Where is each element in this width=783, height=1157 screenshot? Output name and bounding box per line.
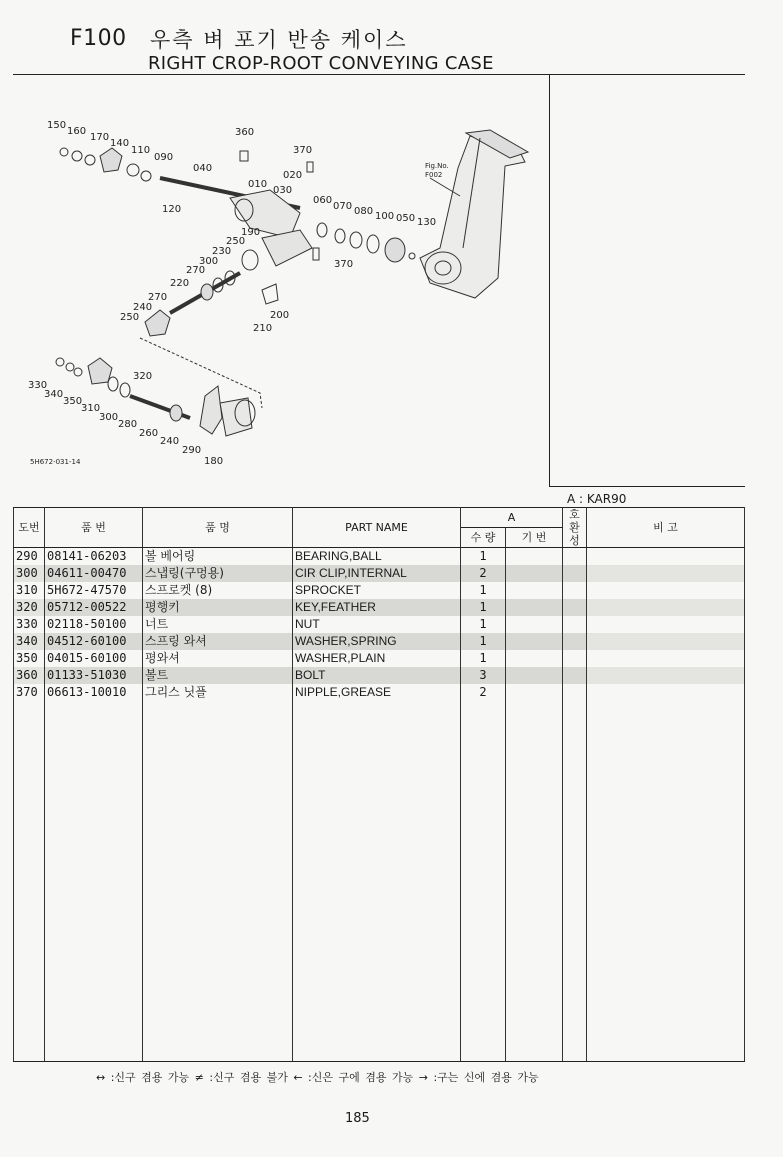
- callout-label: 330: [28, 380, 48, 391]
- cell-spec: [506, 650, 563, 667]
- table-row: [14, 565, 745, 582]
- header-spec: 기 번: [506, 528, 563, 548]
- callout-label: 120: [162, 204, 182, 215]
- cell-compat: [563, 599, 587, 616]
- cell-remarks: [587, 565, 745, 582]
- cell-remarks: [587, 684, 745, 701]
- table-row: [14, 667, 745, 684]
- cell-remarks: [587, 616, 745, 633]
- cell-qty: 1: [461, 616, 506, 633]
- page-title-english: RIGHT CROP-ROOT CONVEYING CASE: [148, 53, 494, 74]
- cell-spec: [506, 548, 563, 566]
- cell-compat: [563, 633, 587, 650]
- section-code: F100: [70, 26, 127, 51]
- cell-ref: 370: [14, 684, 45, 701]
- cell-remarks: [587, 599, 745, 616]
- cell-qty: 1: [461, 548, 506, 566]
- cell-compat: [563, 582, 587, 599]
- cell-compat: [563, 565, 587, 582]
- callout-label: 170: [90, 132, 110, 143]
- callout-label: 260: [139, 428, 159, 439]
- callout-label: 040: [193, 163, 213, 174]
- cell-part-no: 5H672-47570: [45, 582, 143, 599]
- cell-ref: 310: [14, 582, 45, 599]
- cell-compat: [563, 684, 587, 701]
- cell-spec: [506, 616, 563, 633]
- callout-label: 300: [99, 412, 119, 423]
- cell-qty: 3: [461, 667, 506, 684]
- table-row: [14, 582, 745, 599]
- cell-name-ko: 평와셔: [143, 650, 293, 667]
- cell-name-en: NIPPLE,GREASE: [293, 684, 461, 701]
- cell-name-ko: 볼 베어링: [143, 548, 293, 566]
- callout-label: 320: [133, 371, 153, 382]
- callout-label: 250: [120, 312, 140, 323]
- callout-label: 090: [154, 152, 174, 163]
- cell-spec: [506, 599, 563, 616]
- compatibility-legend: ↔ :신구 겸용 가능 ≠ :신구 겸용 불가 ← :신은 구에 겸용 가능 → :구는 신에 겸용 가능: [96, 1071, 539, 1084]
- cell-ref: 360: [14, 667, 45, 684]
- callout-label: 010: [248, 179, 268, 190]
- figure-label: Fig.No.: [425, 162, 449, 170]
- cell-name-en: KEY,FEATHER: [293, 599, 461, 616]
- cell-qty: 2: [461, 565, 506, 582]
- cell-name-en: BOLT: [293, 667, 461, 684]
- callout-label: 270: [186, 265, 206, 276]
- cell-qty: 1: [461, 599, 506, 616]
- table-row: [14, 633, 745, 650]
- cell-remarks: [587, 633, 745, 650]
- cell-name-ko: 평행키: [143, 599, 293, 616]
- cell-name-ko: 스프로켓 (8): [143, 582, 293, 599]
- cell-name-ko: 너트: [143, 616, 293, 633]
- callout-label: 100: [375, 211, 395, 222]
- callout-label: 350: [63, 396, 83, 407]
- cell-name-ko: 볼트: [143, 667, 293, 684]
- table-row: [14, 548, 745, 566]
- cell-ref: 340: [14, 633, 45, 650]
- callout-label: 130: [417, 217, 437, 228]
- callout-label: 160: [67, 126, 87, 137]
- header-group-a: A: [461, 508, 563, 528]
- callout-label: 240: [133, 302, 153, 313]
- header-ref-no: 도번: [14, 508, 45, 548]
- header-part-name-en: PART NAME: [293, 508, 461, 548]
- cell-name-ko: 스프링 와셔: [143, 633, 293, 650]
- callout-label: 300: [199, 256, 219, 267]
- cell-part-no: 04611-00470: [45, 565, 143, 582]
- callout-label: 370: [293, 145, 313, 156]
- diagram-bottom-rule: [549, 486, 745, 487]
- cell-compat: [563, 667, 587, 684]
- cell-qty: 2: [461, 684, 506, 701]
- table-row: [14, 684, 745, 701]
- cell-part-no: 05712-00522: [45, 599, 143, 616]
- table-row: [14, 616, 745, 633]
- callout-label: 310: [81, 403, 101, 414]
- callout-label: 270: [148, 292, 168, 303]
- callout-label: 340: [44, 389, 64, 400]
- callout-label: 240: [160, 436, 180, 447]
- cell-name-en: BEARING,BALL: [293, 548, 461, 566]
- header-part-name-ko: 품 명: [143, 508, 293, 548]
- callout-label: 110: [131, 145, 151, 156]
- cell-spec: [506, 633, 563, 650]
- cell-name-en: WASHER,SPRING: [293, 633, 461, 650]
- drawing-number: 5H672-031-14: [30, 458, 81, 466]
- cell-spec: [506, 565, 563, 582]
- callout-label: 030: [273, 185, 293, 196]
- model-label: A : KAR90: [567, 492, 627, 506]
- parts-table: [13, 507, 745, 1062]
- cell-name-ko: 그리스 닛플: [143, 684, 293, 701]
- page-title-korean: 우측 벼 포기 반송 케이스: [150, 28, 408, 52]
- cell-part-no: 06613-10010: [45, 684, 143, 701]
- cell-ref: 300: [14, 565, 45, 582]
- header-rule: [13, 74, 745, 75]
- cell-ref: 350: [14, 650, 45, 667]
- callout-label: 190: [241, 227, 261, 238]
- cell-part-no: 04512-60100: [45, 633, 143, 650]
- cell-spec: [506, 582, 563, 599]
- header-compatibility: [563, 508, 587, 548]
- cell-remarks: [587, 667, 745, 684]
- callout-label: 210: [253, 323, 273, 334]
- header-remarks: 비 고: [587, 508, 745, 548]
- cell-ref: 320: [14, 599, 45, 616]
- cell-spec: [506, 684, 563, 701]
- cell-compat: [563, 616, 587, 633]
- callout-label: 360: [235, 127, 255, 138]
- cell-remarks: [587, 582, 745, 599]
- callout-label: 220: [170, 278, 190, 289]
- cell-remarks: [587, 650, 745, 667]
- callout-label: 070: [333, 201, 353, 212]
- callout-label: 150: [47, 120, 67, 131]
- callout-label: 050: [396, 213, 416, 224]
- cell-part-no: 01133-51030: [45, 667, 143, 684]
- figure-reference: F002: [425, 171, 443, 179]
- cell-name-ko: 스냅링(구멍용): [143, 565, 293, 582]
- cell-ref: 290: [14, 548, 45, 566]
- cell-name-en: CIR CLIP,INTERNAL: [293, 565, 461, 582]
- header-compat-char: 호: [569, 508, 580, 521]
- callout-label: 180: [204, 456, 224, 467]
- cell-qty: 1: [461, 650, 506, 667]
- callout-label: 250: [226, 236, 246, 247]
- header-qty: 수 량: [461, 528, 506, 548]
- page-number: 185: [345, 1111, 370, 1126]
- table-empty-area: [14, 701, 745, 1062]
- header-compat-char: 성: [569, 534, 580, 547]
- callout-label: 140: [110, 138, 130, 149]
- table-row: [14, 599, 745, 616]
- cell-part-no: 08141-06203: [45, 548, 143, 566]
- callout-label: 200: [270, 310, 290, 321]
- callout-label: 280: [118, 419, 138, 430]
- callout-label: 080: [354, 206, 374, 217]
- callout-label: 020: [283, 170, 303, 181]
- cell-remarks: [587, 548, 745, 566]
- callout-label: 060: [313, 195, 333, 206]
- table-row: [14, 650, 745, 667]
- header-part-no: 품 번: [45, 508, 143, 548]
- cell-spec: [506, 667, 563, 684]
- cell-qty: 1: [461, 582, 506, 599]
- callout-label: 230: [212, 246, 232, 257]
- callout-label: 290: [182, 445, 202, 456]
- exploded-parts-diagram: [0, 78, 545, 478]
- cell-part-no: 04015-60100: [45, 650, 143, 667]
- cell-compat: [563, 650, 587, 667]
- header-compat-char: 환: [569, 521, 580, 534]
- cell-name-en: SPROCKET: [293, 582, 461, 599]
- callout-label: 370: [334, 259, 354, 270]
- cell-qty: 1: [461, 633, 506, 650]
- cell-compat: [563, 548, 587, 566]
- cell-ref: 330: [14, 616, 45, 633]
- cell-part-no: 02118-50100: [45, 616, 143, 633]
- cell-name-en: NUT: [293, 616, 461, 633]
- cell-name-en: WASHER,PLAIN: [293, 650, 461, 667]
- diagram-divider: [549, 74, 550, 486]
